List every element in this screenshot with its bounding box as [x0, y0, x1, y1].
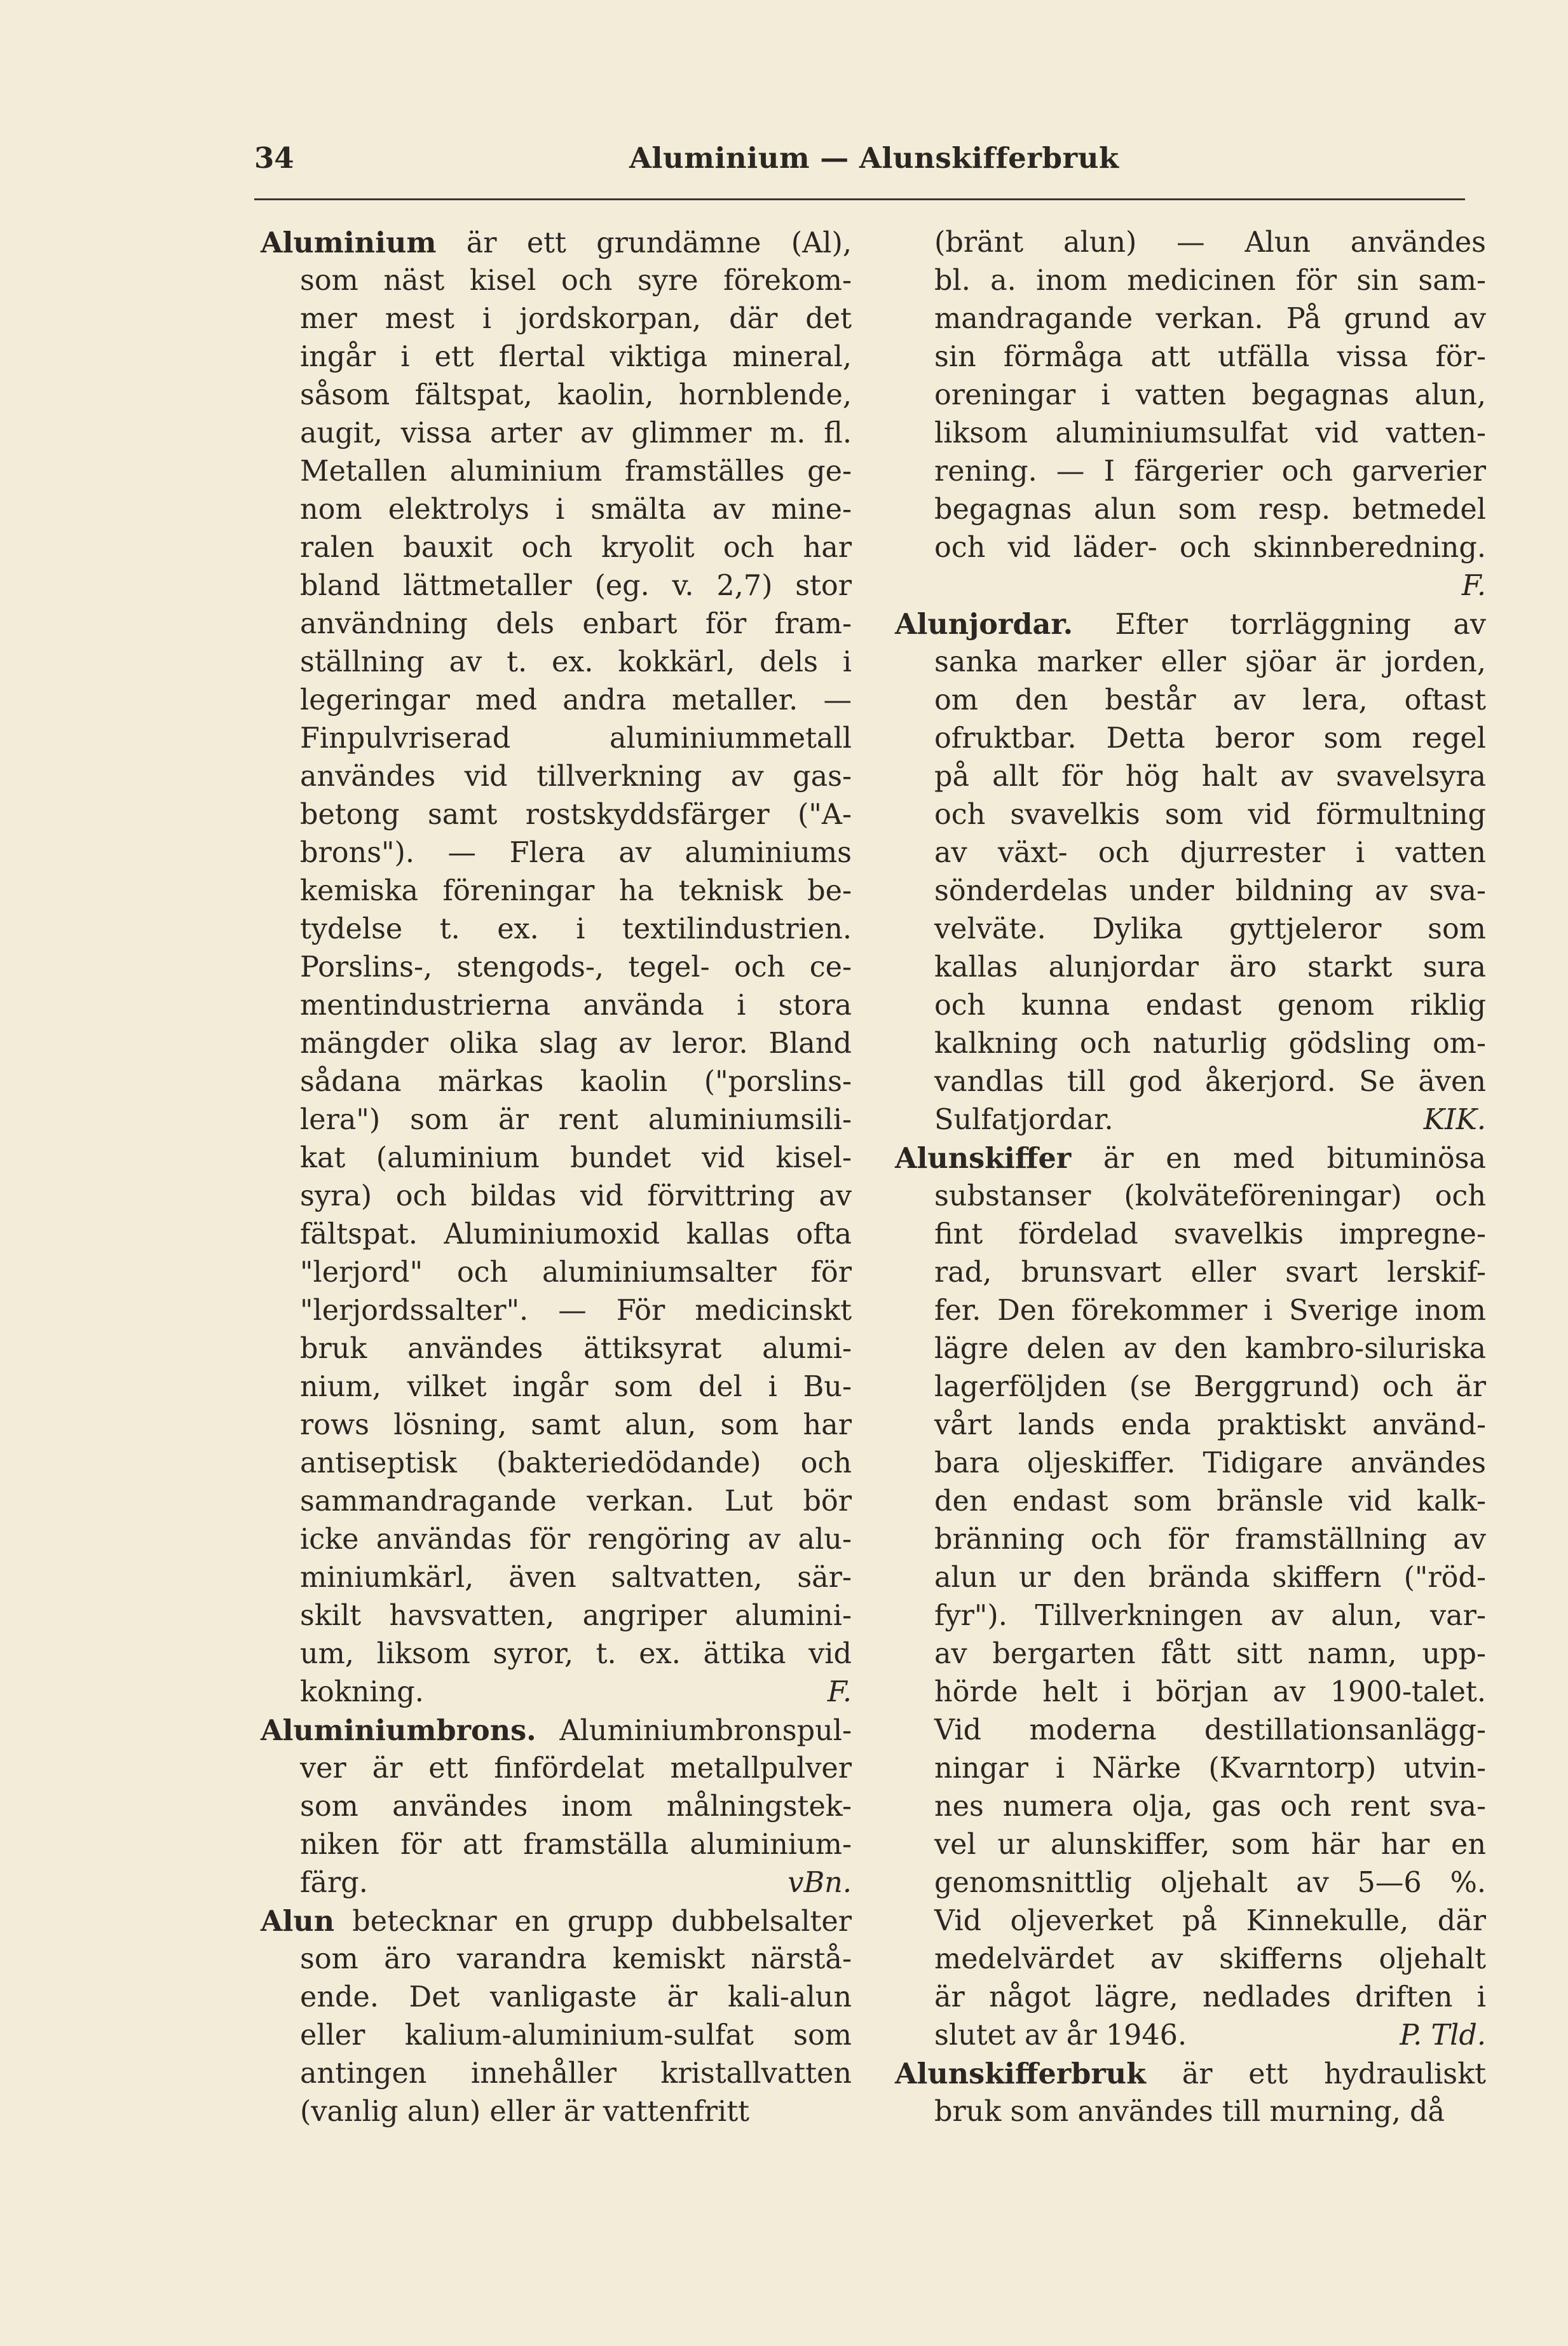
dictionary-entry [261, 1711, 852, 1902]
entry-text: ralen bauxit och kryolit och har [300, 532, 852, 564]
entry-text: bland lättmetaller (eg. v. 2,7) stor [300, 570, 852, 602]
dictionary-entry [261, 1902, 852, 2131]
entry-line [261, 1673, 852, 1711]
entry-line [261, 910, 852, 949]
entry-text: Finpulvriserad aluminiummetall [300, 722, 852, 755]
entry-text: rows lösning, samt alun, som har [300, 1409, 852, 1441]
entry-line [895, 834, 1486, 872]
entry-text: ofruktbar. Detta beror som regel [934, 722, 1486, 755]
entry-line [895, 567, 1486, 605]
entry-text: bränning och för framställning av [934, 1523, 1486, 1556]
entry-text: lagerföljden (se Berggrund) och är [934, 1371, 1486, 1403]
entry-text: augit, vissa arter av glimmer m. fl. [300, 417, 852, 449]
entry-line [895, 300, 1486, 338]
dictionary-entry [895, 1139, 1486, 2055]
entry-text: syra) och bildas vid förvittring av [300, 1180, 852, 1212]
entry-text: ingår i ett flertal viktiga mineral, [300, 341, 852, 373]
entry-line [895, 1139, 1486, 1177]
entry-line [895, 491, 1486, 529]
entry-text: nium, vilket ingår som del i Bu- [300, 1371, 852, 1403]
entry-line [895, 796, 1486, 834]
entry-line [261, 1750, 852, 1788]
dictionary-entry [895, 605, 1486, 1139]
entry-line [261, 2017, 852, 2055]
entry-text: nom elektrolys i smälta av mine- [300, 493, 852, 526]
entry-line [895, 1826, 1486, 1864]
entry-text: är en med bituminösa [1071, 1142, 1486, 1175]
entry-term: Alun [261, 1905, 335, 1938]
entry-text: skilt havsvatten, angriper alumini- [300, 1600, 852, 1632]
entry-text: är något lägre, nedlades driften i [934, 1981, 1486, 2013]
entry-line [261, 2055, 852, 2093]
entry-text: "lerjordssalter". — För medicinskt [300, 1294, 852, 1327]
entry-text: bara oljeskiffer. Tidigare användes [934, 1447, 1486, 1479]
entry-line [895, 910, 1486, 949]
entry-text: kallas alunjordar äro starkt sura [934, 951, 1486, 984]
entry-line [261, 300, 852, 338]
entry-line [895, 1368, 1486, 1406]
entry-line [895, 2055, 1486, 2093]
entry-line [895, 262, 1486, 300]
entry-text: kat (aluminium bundet vid kisel- [300, 1142, 852, 1174]
entry-line [895, 1483, 1486, 1521]
entry-text: kalkning och naturlig gödsling om- [934, 1027, 1486, 1060]
entry-line [261, 1635, 852, 1673]
entry-line [261, 567, 852, 605]
entry-line [261, 872, 852, 910]
entry-line [261, 1788, 852, 1826]
entry-line [261, 1025, 852, 1063]
entry-line [261, 1444, 852, 1483]
entry-line [895, 1063, 1486, 1101]
entry-text: vandlas till god åkerjord. Se även [934, 1066, 1486, 1098]
entry-text: rad, brunsvart eller svart lerskif- [934, 1256, 1486, 1289]
entry-line [261, 1216, 852, 1254]
entry-line [895, 1025, 1486, 1063]
entry-text: begagnas alun som resp. betmedel [934, 493, 1486, 526]
entry-text: användning dels enbart för fram- [300, 608, 852, 640]
entry-text: hörde helt i början av 1900-talet. [934, 1676, 1486, 1708]
entry-line [261, 1368, 852, 1406]
entry-text: den endast som bränsle vid kalk- [934, 1485, 1486, 1518]
entry-text: um, liksom syror, t. ex. ättika vid [300, 1638, 852, 1670]
entry-line [261, 1597, 852, 1635]
entry-text: och vid läder- och skinnberedning. [934, 532, 1486, 564]
entry-line [261, 262, 852, 300]
entry-line [261, 1254, 852, 1292]
entry-text: ningar i Närke (Kvarntorp) utvin- [934, 1752, 1486, 1785]
entry-line [261, 1101, 852, 1139]
entry-text: bruk användes ättiksyrat alumi- [300, 1333, 852, 1365]
entry-line [261, 338, 852, 376]
entry-text: (bränt alun) — Alun användes [934, 226, 1486, 259]
entry-text: är ett hydrauliskt [1145, 2058, 1486, 2090]
entry-text: "lerjord" och aluminiumsalter för [300, 1256, 852, 1289]
entry-line [895, 682, 1486, 720]
entry-text: av bergarten fått sitt namn, upp- [934, 1638, 1486, 1670]
entry-text: användes vid tillverkning av gas- [300, 760, 852, 793]
dictionary-entry [895, 2055, 1486, 2131]
entry-line [895, 1101, 1486, 1139]
entry-text: rening. — I färgerier och garverier [934, 455, 1486, 488]
entry-text: om den består av lera, oftast [934, 684, 1486, 717]
entry-line [895, 987, 1486, 1025]
entry-line [261, 1826, 852, 1864]
entry-line [895, 1979, 1486, 2017]
entry-line [895, 1254, 1486, 1292]
entry-line [895, 720, 1486, 758]
entry-line [895, 1444, 1486, 1483]
entry-line [261, 1139, 852, 1177]
entry-text: alun ur den brända skiffern ("röd- [934, 1561, 1486, 1594]
dictionary-entry [895, 224, 1486, 605]
page-number: 34 [254, 141, 294, 175]
entry-line [895, 1216, 1486, 1254]
entry-text: slutet av år 1946. [934, 2019, 1187, 2052]
entry-line [895, 1940, 1486, 1979]
entry-text: nes numera olja, gas och rent sva- [934, 1790, 1486, 1823]
entry-text: vel ur alunskiffer, som här har en [934, 1828, 1486, 1861]
entry-line [261, 1406, 852, 1444]
entry-term: Alunskifferbruk [895, 2057, 1146, 2090]
entry-text: sanka marker eller sjöar är jorden, [934, 646, 1486, 678]
entry-text: fint fördelad svavelkis impregne- [934, 1218, 1486, 1251]
entry-text: kemiska föreningar ha teknisk be- [300, 875, 852, 907]
author-signature: KIK. [1423, 1104, 1486, 1136]
entry-line [261, 415, 852, 453]
entry-line [895, 1864, 1486, 1902]
entry-text: och svavelkis som vid förmultning [934, 799, 1486, 831]
entry-line [895, 758, 1486, 796]
entry-term: Alunjordar. [895, 608, 1074, 641]
entry-text: ende. Det vanligaste är kali-alun [300, 1981, 852, 2013]
entry-text: medelvärdet av skifferns oljehalt [934, 1943, 1486, 1975]
entry-line [261, 605, 852, 643]
entry-line [895, 2093, 1486, 2131]
entry-text: bruk som användes till murning, då [934, 2096, 1445, 2128]
entry-term: Aluminium [261, 226, 437, 259]
entry-text: Aluminiumbronspul- [536, 1715, 852, 1747]
author-signature: P. Tld. [1400, 2019, 1486, 2052]
entry-line [895, 1330, 1486, 1368]
entry-text: av växt- och djurrester i vatten [934, 837, 1486, 869]
entry-line [261, 491, 852, 529]
entry-line [895, 1177, 1486, 1216]
entry-text: såsom fältspat, kaolin, hornblende, [300, 379, 852, 411]
author-signature: F. [827, 1676, 852, 1708]
right-column [895, 224, 1486, 2131]
entry-line [261, 1864, 852, 1902]
entry-text: Vid oljeverket på Kinnekulle, där [934, 1905, 1486, 1937]
entry-line [261, 1292, 852, 1330]
entry-text: kokning. [300, 1676, 424, 1708]
entry-line [261, 987, 852, 1025]
entry-line [261, 1521, 852, 1559]
entry-text: Metallen aluminium framställes ge- [300, 455, 852, 488]
entry-text: legeringar med andra metaller. — [300, 684, 852, 717]
entry-line [895, 529, 1486, 567]
entry-text: tydelse t. ex. i textilindustrien. [300, 913, 852, 945]
entry-line [261, 834, 852, 872]
entry-text: ver är ett finfördelat metallpulver [300, 1752, 852, 1785]
entry-line [261, 949, 852, 987]
entry-text: niken för att framställa aluminium- [300, 1828, 852, 1861]
entry-text: oreningar i vatten begagnas alun, [934, 379, 1486, 411]
running-head: Aluminium — Alunskifferbruk [629, 141, 1119, 175]
entry-text: färg. [300, 1867, 368, 1899]
entry-line [261, 1940, 852, 1979]
entry-line [261, 453, 852, 491]
entry-line [261, 376, 852, 415]
entry-line [895, 453, 1486, 491]
entry-text: liksom aluminiumsulfat vid vatten- [934, 417, 1486, 449]
entry-text: ställning av t. ex. kokkärl, dels i [300, 646, 852, 678]
entry-line [895, 1521, 1486, 1559]
entry-text: lera") som är rent aluminiumsili- [300, 1104, 852, 1136]
entry-text: Sulfatjordar. [934, 1104, 1114, 1136]
entry-text: lägre delen av den kambro-siluriska [934, 1333, 1486, 1365]
entry-text: betong samt rostskyddsfärger ("A- [300, 799, 852, 831]
entry-text: antingen innehåller kristallvatten [300, 2057, 852, 2090]
left-column [261, 224, 852, 2131]
page-header [254, 141, 1465, 186]
entry-line [895, 1750, 1486, 1788]
entry-text: Porslins-, stengods-, tegel- och ce- [300, 951, 852, 984]
entry-text: sådana märkas kaolin ("porslins- [300, 1066, 852, 1098]
entry-line [261, 720, 852, 758]
entry-text: Vid moderna destillationsanlägg- [934, 1714, 1486, 1746]
entry-text: vårt lands enda praktiskt använd- [934, 1409, 1486, 1441]
entry-text: velväte. Dylika gyttjeleror som [934, 913, 1486, 945]
entry-line [261, 1902, 852, 1940]
entry-line [261, 1330, 852, 1368]
entry-text: som äro varandra kemiskt närstå- [300, 1943, 852, 1975]
entry-text: fältspat. Aluminiumoxid kallas ofta [300, 1218, 852, 1251]
entry-line [895, 643, 1486, 682]
entry-line [895, 1673, 1486, 1711]
entry-line [895, 1788, 1486, 1826]
entry-text: (vanlig alun) eller är vattenfritt [300, 2096, 750, 2128]
entry-line [895, 872, 1486, 910]
entry-line [895, 1635, 1486, 1673]
entry-line [895, 415, 1486, 453]
entry-line [895, 2017, 1486, 2055]
entry-line [261, 1063, 852, 1101]
entry-line [261, 758, 852, 796]
entry-line [895, 1292, 1486, 1330]
entry-text: som användes inom målningstek- [300, 1790, 852, 1823]
entry-text: genomsnittlig oljehalt av 5—6 %. [934, 1867, 1486, 1899]
entry-line [261, 224, 852, 262]
entry-line [895, 1597, 1486, 1635]
entry-line [895, 376, 1486, 415]
entry-line [261, 1559, 852, 1597]
entry-text: som näst kisel och syre förekom- [300, 264, 852, 297]
entry-term: Alunskiffer [895, 1142, 1072, 1175]
entry-line [895, 949, 1486, 987]
entry-line [895, 1406, 1486, 1444]
entry-text: miniumkärl, även saltvatten, sär- [300, 1561, 852, 1594]
entry-line [261, 682, 852, 720]
entry-text: sammandragande verkan. Lut bör [300, 1485, 852, 1518]
entry-line [261, 1177, 852, 1216]
author-signature: vBn. [787, 1867, 852, 1899]
entry-text: eller kalium-aluminium-sulfat som [300, 2019, 852, 2052]
entry-text: och kunna endast genom riklig [934, 989, 1486, 1022]
entry-text: mentindustrierna använda i stora [300, 989, 852, 1022]
entry-line [261, 529, 852, 567]
entry-line [895, 1902, 1486, 1940]
entry-text: på allt för hög halt av svavelsyra [934, 760, 1486, 793]
entry-text: mandragande verkan. På grund av [934, 303, 1486, 335]
entry-line [895, 224, 1486, 262]
entry-term: Aluminiumbrons. [261, 1714, 536, 1747]
entry-text: betecknar en grupp dubbelsalter [334, 1905, 852, 1938]
dictionary-entry [261, 224, 852, 1711]
entry-line [261, 643, 852, 682]
entry-text: bl. a. inom medicinen för sin sam- [934, 264, 1486, 297]
entry-line [261, 1711, 852, 1750]
entry-text: mängder olika slag av leror. Bland [300, 1027, 852, 1060]
entry-text: substanser (kolväteföreningar) och [934, 1180, 1486, 1212]
entry-text: icke användas för rengöring av alu- [300, 1523, 852, 1556]
entry-text: fer. Den förekommer i Sverige inom [934, 1294, 1486, 1327]
entry-text: mer mest i jordskorpan, där det [300, 303, 852, 335]
entry-line [895, 1559, 1486, 1597]
entry-text: antiseptisk (bakteriedödande) och [300, 1447, 852, 1479]
entry-text: fyr"). Tillverkningen av alun, var- [934, 1600, 1486, 1632]
entry-line [261, 796, 852, 834]
entry-line [261, 2093, 852, 2131]
entry-text: brons"). — Flera av aluminiums [300, 837, 852, 869]
entry-line [895, 605, 1486, 643]
entry-text: Efter torrläggning av [1073, 608, 1486, 641]
entry-line [261, 1483, 852, 1521]
author-signature: F. [1461, 570, 1486, 602]
entry-text: är ett grundämne (Al), [436, 227, 852, 259]
entry-text: sönderdelas under bildning av sva- [934, 875, 1486, 907]
entry-text: sin förmåga att utfälla vissa för- [934, 341, 1486, 373]
header-rule [254, 198, 1465, 200]
entry-line [895, 1711, 1486, 1750]
entry-line [261, 1979, 852, 2017]
entry-line [895, 338, 1486, 376]
